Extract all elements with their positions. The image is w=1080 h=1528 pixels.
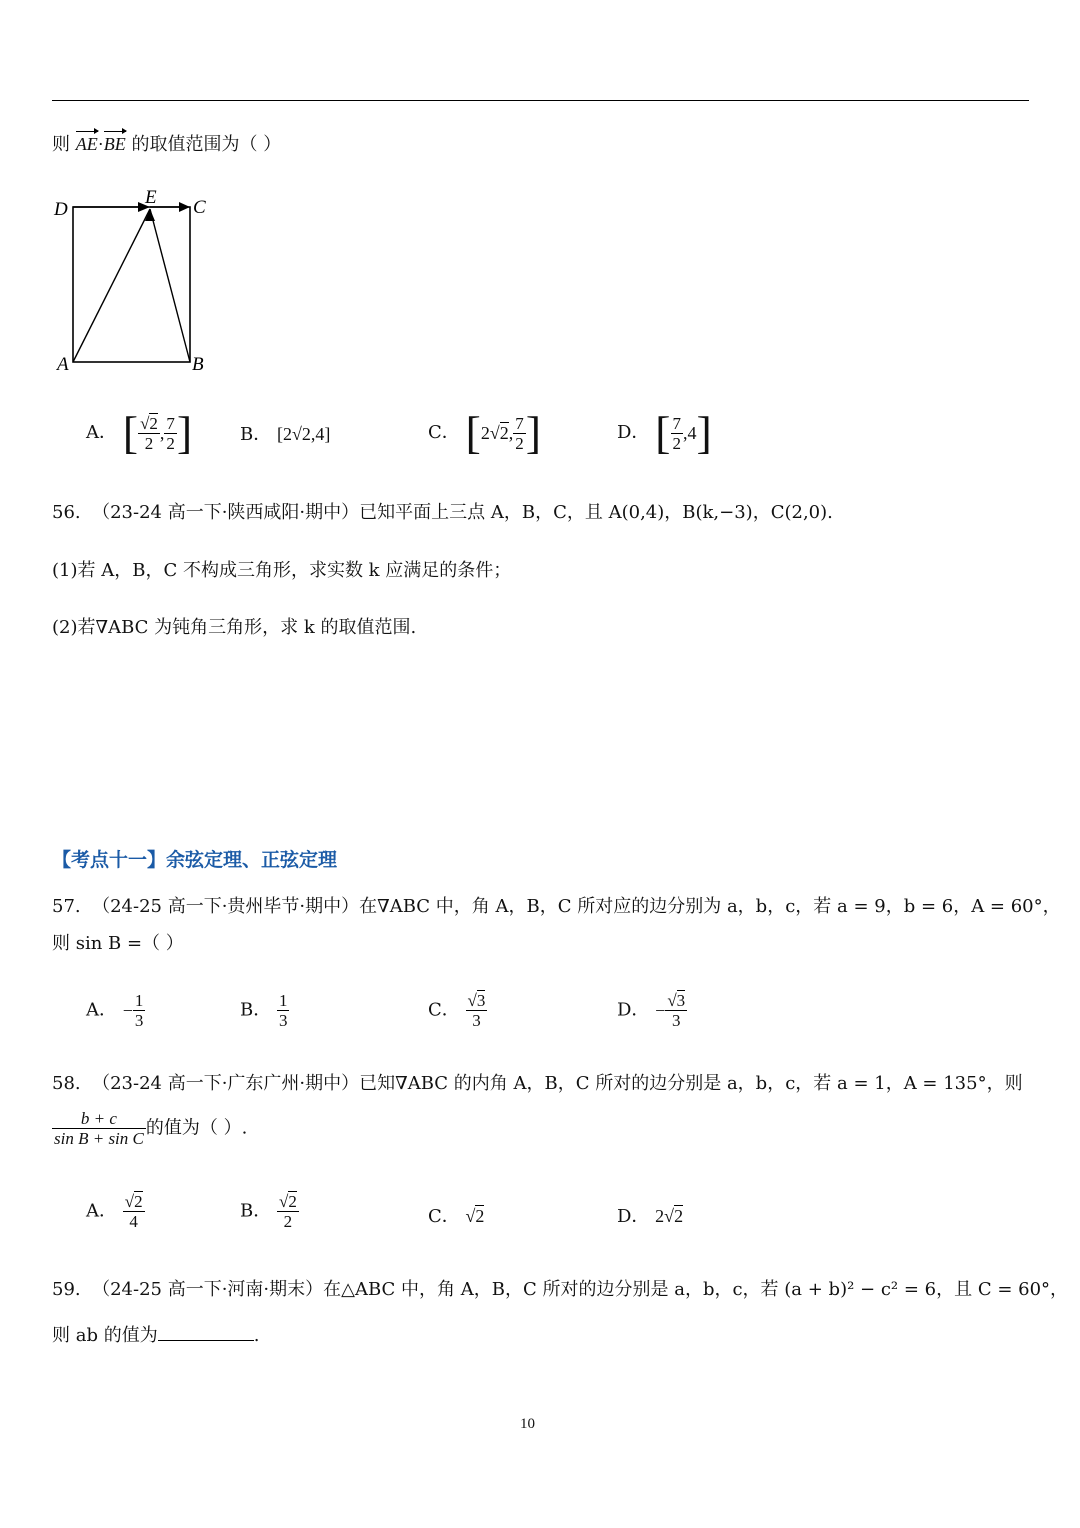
q57-stem: 57. （24-25 高一下·贵州毕节·期中）在∇ABC 中，角 A，B，C 所对应的边分别为 a，b，c，若 a = 9，b = 6，A = 60°，	[52, 896, 1061, 917]
q57-option-c[interactable]: C． $\frac{√3}{3}$	[428, 991, 486, 1030]
label-d: D	[54, 199, 68, 220]
arrowhead-c	[179, 202, 190, 212]
q58-option-d[interactable]: D． 2√2	[617, 1206, 684, 1227]
q59-stem: 59. （24-25 高一下·河南·期末）在△ABC 中，角 A，B，C 所对的边分别是 a，b，c，若 (a + b)² − c² = 6，且 C = 60°，	[52, 1279, 1069, 1300]
q55-option-d[interactable]: D． [ $\frac{7}{2}$ ,4]	[617, 407, 712, 458]
q55-option-c[interactable]: C． [2√2, $\frac{7}{2}$ ]	[428, 407, 542, 458]
label-c: C	[193, 197, 206, 218]
section-title: 【考点十一】余弦定理、正弦定理	[52, 849, 338, 871]
label-a: A	[57, 354, 69, 375]
vector-ae: AE	[75, 134, 98, 154]
q58-option-a[interactable]: A． $\frac{√2}{4}$	[86, 1192, 143, 1231]
vector-be: BE	[103, 134, 126, 154]
q57-option-b[interactable]: B． $\frac{1}{3}$	[240, 991, 288, 1030]
q58-option-b[interactable]: B． $\frac{√2}{2}$	[240, 1192, 297, 1231]
q57-option-d[interactable]: D． − $\frac{√3}{3}$	[617, 991, 686, 1030]
q55-option-a[interactable]: A． [ $\frac{√2}{2}$ , $\frac{7}{2}$ ]	[86, 407, 193, 458]
q55-option-b[interactable]: B． [2√2,4]	[240, 424, 331, 445]
q58-stem: 58. （23-24 高一下·广东广州·期中）已知∇ABC 的内角 A，B，C 所对的边分别是 a，b，c，若 a = 1，A = 135°，则	[52, 1073, 1023, 1094]
answer-blank[interactable]	[158, 1322, 254, 1341]
q56-part1: (1)若 A，B，C 不构成三角形，求实数 k 应满足的条件；	[52, 560, 512, 581]
q57-option-a[interactable]: A． − $\frac{1}{3}$	[86, 991, 144, 1030]
rectangle-figure	[52, 182, 222, 377]
q56-stem: 56. （23-24 高一下·陕西咸阳·期中）已知平面上三点 A，B，C，且 A(0,4)，B(k,−3)，C(2,0).	[52, 502, 833, 523]
header-rule	[52, 100, 1029, 101]
q55-stem: 则 AE·BE 的取值范围为（ ）	[52, 134, 282, 155]
label-b: B	[192, 354, 204, 375]
segment-be	[150, 209, 190, 362]
q57-stem2: 则 sin B =（ ）	[52, 933, 184, 954]
q58-stem2: $\frac{b + c}{\text{sin B + sin C}}$ 的值为（ ）.	[54, 1109, 248, 1148]
q58-option-c[interactable]: C． √2	[428, 1206, 485, 1227]
segment-ae	[73, 209, 150, 362]
page-number: 10	[520, 1416, 535, 1432]
q59-stem2: 则 ab 的值为 .	[52, 1322, 259, 1348]
label-e: E	[145, 187, 157, 208]
q56-part2: (2)若∇ABC 为钝角三角形，求 k 的取值范围.	[52, 617, 417, 638]
rectangle-abcd	[73, 207, 190, 362]
